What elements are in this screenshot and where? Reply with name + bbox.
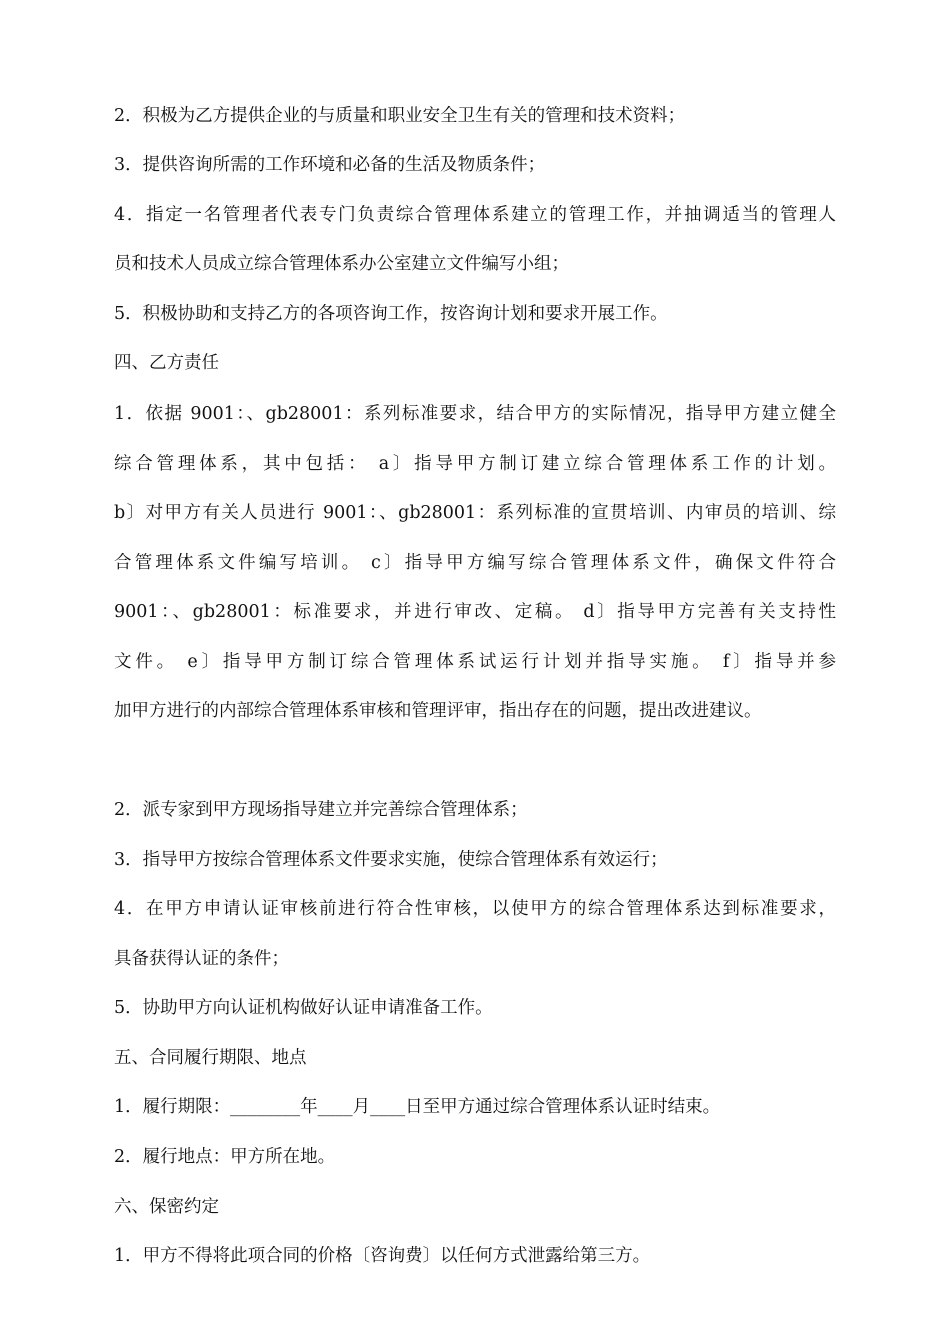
clause-4-item-3: 3．指导甲方按综合管理体系文件要求实施，使综合管理体系有效运行； [114, 850, 668, 870]
section-6-heading: 六、保密约定 [114, 1197, 219, 1217]
clause-4-item-5: 5．协助甲方向认证机构做好认证申请准备工作。 [114, 998, 493, 1018]
clause-4-item-1-line-2: 综合管理体系，其中包括： a〕指导甲方制订建立综合管理体系工作的计划。 [114, 454, 836, 474]
clause-3-item-4-line-1: 4．指定一名管理者代表专门负责综合管理体系建立的管理工作，并抽调适当的管理人 [114, 205, 836, 225]
clause-4-item-4-line-1: 4．在甲方申请认证审核前进行符合性审核，以使甲方的综合管理体系达到标准要求， [114, 899, 836, 919]
clause-5-item-2: 2．履行地点：甲方所在地。 [114, 1147, 336, 1167]
clause-3-item-3: 3．提供咨询所需的工作环境和必备的生活及物质条件； [114, 155, 546, 175]
clause-4-item-1-line-1: 1．依据 9001：、gb28001：系列标准要求，结合甲方的实际情况，指导甲方建立健全 [114, 404, 836, 424]
section-4-heading: 四、乙方责任 [114, 353, 219, 373]
clause-6-item-1: 1．甲方不得将此项合同的价格〔咨询费〕以任何方式泄露给第三方。 [114, 1246, 651, 1266]
clause-4-item-1-line-4: 合管理体系文件编写培训。 c〕指导甲方编写综合管理体系文件，确保文件符合 [114, 553, 836, 573]
clause-3-item-2: 2．积极为乙方提供企业的与质量和职业安全卫生有关的管理和技术资料； [114, 106, 686, 126]
clause-4-item-1-line-7: 加甲方进行的内部综合管理体系审核和管理评审，指出存在的问题，提出改进建议。 [114, 701, 762, 721]
clause-4-item-1-line-3: b〕对甲方有关人员进行 9001：、gb28001：系列标准的宣贯培训、内审员的培训、综 [114, 503, 836, 523]
clause-4-item-1-line-5: 9001：、gb28001：标准要求，并进行审改、定稿。 d〕指导甲方完善有关支持性 [114, 602, 836, 622]
clause-4-item-2: 2．派专家到甲方现场指导建立并完善综合管理体系； [114, 800, 528, 820]
clause-5-item-1: 1．履行期限：________年____月____日至甲方通过综合管理体系认证时结束。 [114, 1097, 721, 1117]
clause-4-item-1-line-6: 文件。 e〕指导甲方制订综合管理体系试运行计划并指导实施。 f〕指导并参 [114, 652, 836, 672]
clause-4-item-4-line-2: 具备获得认证的条件； [114, 949, 289, 969]
clause-3-item-4-line-2: 员和技术人员成立综合管理体系办公室建立文件编写小组； [114, 254, 569, 274]
clause-3-item-5: 5．积极协助和支持乙方的各项咨询工作，按咨询计划和要求开展工作。 [114, 304, 668, 324]
section-5-heading: 五、合同履行期限、地点 [114, 1048, 307, 1068]
